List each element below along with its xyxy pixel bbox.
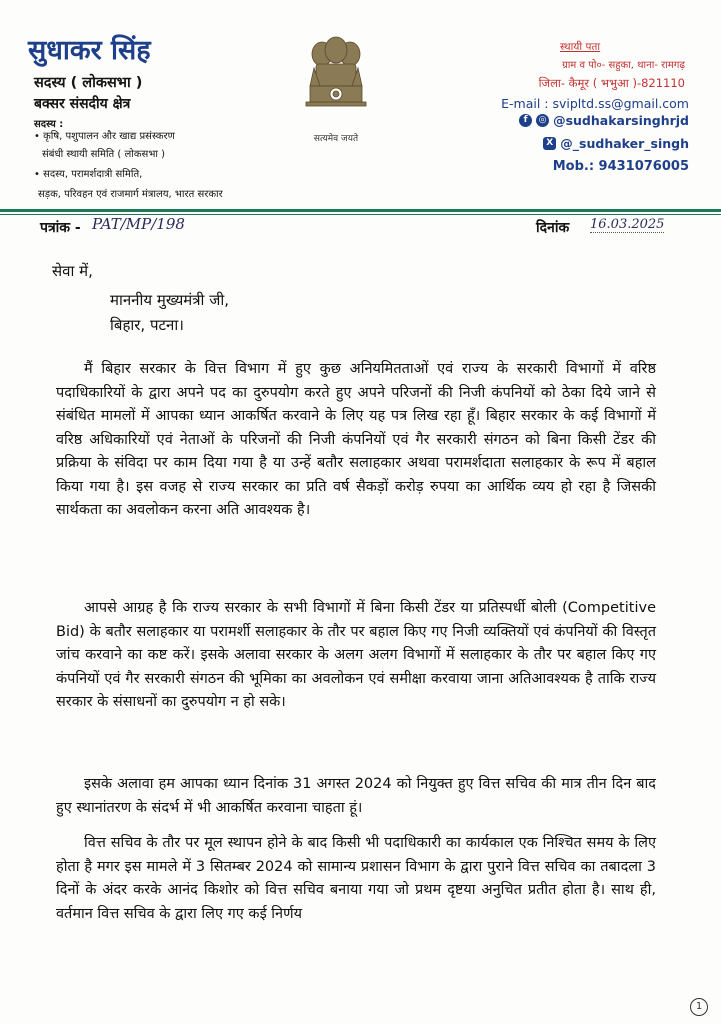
page-number: 1 <box>690 998 708 1016</box>
body-paragraph-2: आपसे आग्रह है कि राज्य सरकार के सभी विभागों में बिना किसी टेंडर या प्रतिस्पर्धी बोली (Competitive Bid) के बतौर सलाहकार या परामर्शी सलाहकार के तौर पर बहाल किए गए निजी व्यक्तियों एवं कंपनियों की विस्तृत जांच करवाने का कष्ट करें। इसके अलावा सरकार के अलग अलग विभागों में सलाहकार के तौर पर बहाल किए गए कंपनियों एवं गैर सरकारी संगठन की भूमिका का अवलोकन एवं समीक्षा करवाया जाना अतिआवश्यक है ताकि राज्य सरकार के संसाधनों का दुरुपयोग न हो सके। <box>56 600 656 710</box>
header-divider <box>0 209 721 212</box>
address-title: स्थायी पता <box>560 41 601 53</box>
membership-label: सदस्य : <box>34 119 64 130</box>
x-twitter-icon: X <box>543 137 556 150</box>
social-handle <box>519 113 689 128</box>
body-paragraph-3: इसके अलावा हम आपका ध्यान दिनांक 31 अगस्त 2024 को नियुक्त हुए वित्त सचिव की मात्र तीन दिन बाद हुए स्थानांतरण के संदर्भ में भी आकर्षित करवाना चाहता हूं। <box>56 776 656 816</box>
emblem-motto: सत्यमेव जयते <box>313 134 359 144</box>
address-line-1: ग्राम व पो०- सहुका, थाना- रामगढ़ <box>562 60 685 71</box>
mobile-number: Mob.: 9431076005 <box>552 159 689 174</box>
twitter-handle-text: @_sudhaker_singh <box>560 136 689 151</box>
email-address: E-mail : svipltd.ss@gmail.com <box>501 96 689 111</box>
sender-name: सुधाकर सिंह <box>28 35 151 66</box>
committee-2-line-2: सड़क, परिवहन एवं राजमार्ग मंत्रालय, भारत सरकार <box>38 189 223 200</box>
committee-2-line-1: • सदस्य, परामर्शदात्री समिति, <box>34 169 143 180</box>
sender-constituency: बक्सर संसदीय क्षेत्र <box>34 96 131 112</box>
facebook-icon: f <box>519 114 532 127</box>
salutation-place: बिहार, पटना। <box>110 316 184 334</box>
committee-1-line-1: • कृषि, पशुपालन और खाद्य प्रसंस्करण <box>34 131 175 142</box>
address-line-2: जिला- कैमूर ( भभुआ )-821110 <box>538 76 685 90</box>
instagram-icon: ◎ <box>536 114 549 127</box>
reference-label: पत्रांक - <box>40 220 81 236</box>
committee-1-line-2: संबंधी स्थायी समिति ( लोकसभा ) <box>42 149 166 160</box>
national-emblem-icon <box>300 34 372 134</box>
body-paragraph-4: वित्त सचिव के तौर पर मूल स्थापन होने के बाद किसी भी पदाधिकारी का कार्यकाल एक निश्चित समय के लिए होता है मगर इस मामले में 3 सितम्बर 2024 को सामान्य प्रशासन विभाग के द्वारा पुराने वित्त सचिव का तबादला 3 दिनों के अंदर करके आनंद किशोर को वित्त सचिव बनाया गया जो प्रथम दृष्टया अनुचित प्रतीत होता है। साथ ही, वर्तमान वित्त सचिव के द्वारा लिए गए कई निर्णय <box>56 835 656 922</box>
reference-number: PAT/MP/198 <box>92 215 185 233</box>
date-label: दिनांक <box>536 220 570 236</box>
salutation-addressee: माननीय मुख्यमंत्री जी, <box>110 291 229 309</box>
body-paragraph-1: मैं बिहार सरकार के वित्त विभाग में हुए कुछ अनियमितताओं एवं राज्य के सरकारी विभागों में वरिष्ठ पदाधिकारियों के द्वारा अपने पद का दुरुपयोग करते हुए अपने परिजनों की निजी कंपनियों को ठेका दिये जाने से संबंधित मामलों में आपका ध्यान आकर्षित करवाने के लिए यह पत्र लिख रहा हूँ। बिहार सरकार के कई विभागों में वरिष्ठ अधिकारियों एवं नेताओं के परिजनों की निजी कंपनियों एवं गैर सरकारी संगठन को बिना किसी टेंडर की प्रक्रिया के संविदा पर काम दिया गया है या उन्हें बतौर सलाहकार अथवा परामर्शदाता सलाहकार के रूप में बहाल किया गया है। इस वजह से राज्य सरकार का प्रति वर्ष सैकड़ों करोड़ रुपया का आर्थिक व्यय हो रहा है जिसकी सार्थकता का अवलोकन करना अति आवश्यक है। <box>56 361 656 518</box>
salutation-seva-mein: सेवा में, <box>52 262 93 280</box>
sender-designation: सदस्य ( लोकसभा ) <box>34 75 143 91</box>
social-handle-text: @sudhakarsinghrjd <box>553 113 689 128</box>
date-value: 16.03.2025 <box>590 217 665 232</box>
twitter-handle <box>543 136 689 151</box>
